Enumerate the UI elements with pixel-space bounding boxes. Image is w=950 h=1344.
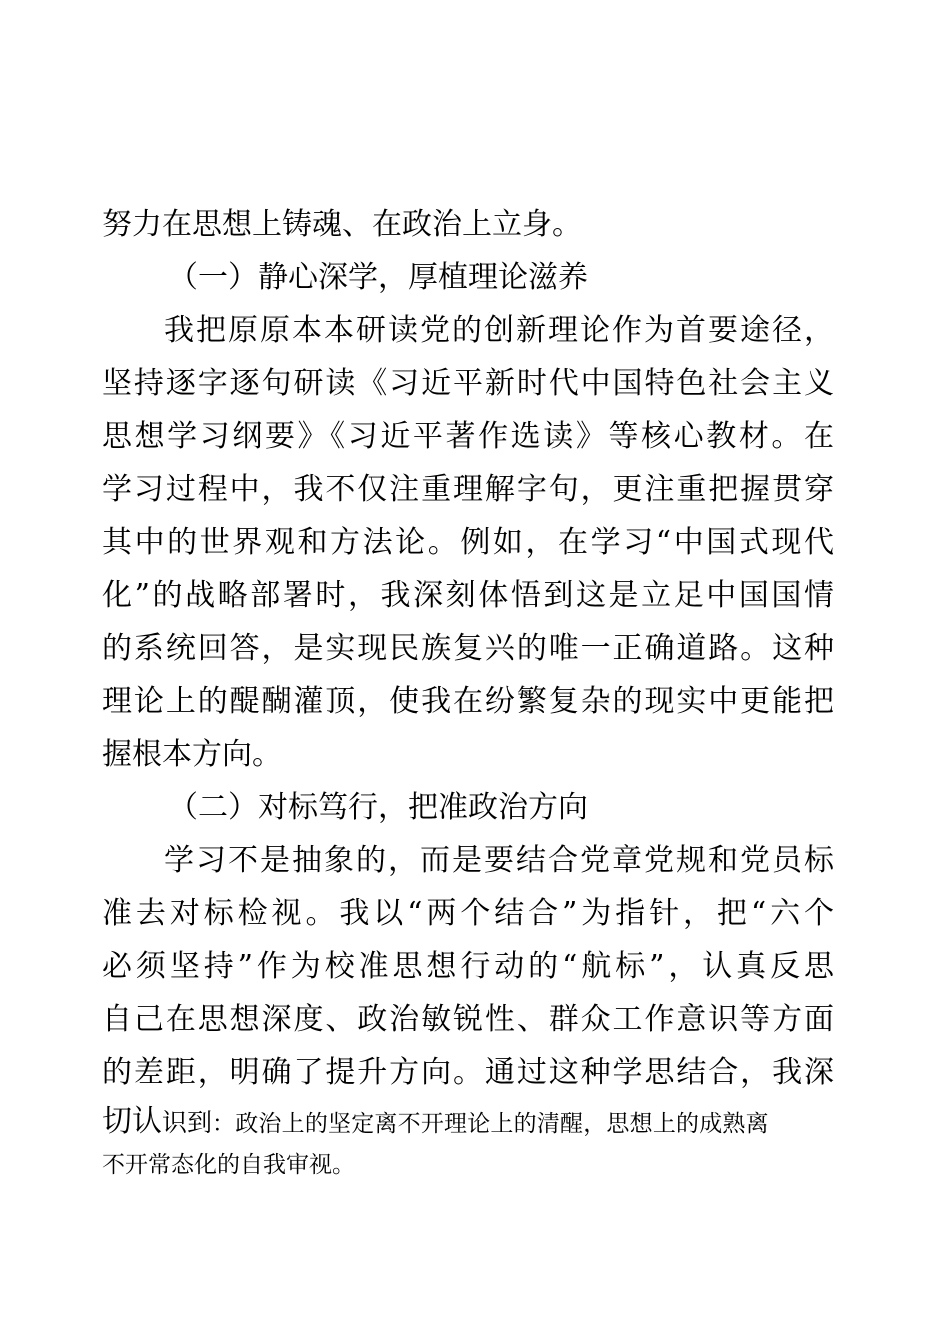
section-1-heading: （一）静心深学，厚植理论滋养	[168, 260, 588, 295]
mixed-line-part-medium: 识到	[162, 1108, 213, 1137]
intro-line: 努力在思想上铸魂、在政治上立身。	[102, 207, 582, 242]
section-2-final-line: 不开常态化的自我审视。	[102, 1152, 355, 1178]
document-body	[102, 198, 834, 1185]
section-1-line: 的系统回答，是实现民族复兴的唯一正确道路。这种	[102, 631, 834, 666]
section-2-line: 必须坚持”作为校准思想行动的“航标”，认真反思	[102, 949, 834, 984]
mixed-line-part-large: 切认	[102, 1104, 162, 1139]
section-1-line: 握根本方向。	[102, 737, 282, 772]
section-2-line: 学习不是抽象的，而是要结合党章党规和党员标	[164, 843, 834, 878]
mixed-line-part-small: ：政治上的坚定离不开理论上的清醒，思想上的成熟离	[212, 1111, 769, 1137]
section-1-line: 思想学习纲要》《习近平著作选读》等核心教材。在	[102, 419, 834, 454]
section-1-line: 坚持逐字逐句研读《习近平新时代中国特色社会主义	[102, 366, 834, 401]
section-1-line: 其中的世界观和方法论。例如，在学习“中国式现代	[102, 525, 834, 560]
section-1-line: 学习过程中，我不仅注重理解字句，更注重把握贯穿	[102, 472, 834, 507]
section-1-line: 理论上的醍醐灌顶，使我在纷繁复杂的现实中更能把	[102, 684, 834, 719]
section-1-line: 我把原原本本研读党的创新理论作为首要途径，	[164, 313, 834, 348]
section-1-line: 化”的战略部署时，我深刻体悟到这是立足中国国情	[102, 578, 834, 613]
section-2-line: 的差距，明确了提升方向。通过这种学思结合，我深	[102, 1055, 834, 1090]
section-2-line: 准去对标检视。我以“两个结合”为指针，把“六个	[102, 896, 834, 931]
section-2-line: 自己在思想深度、政治敏锐性、群众工作意识等方面	[102, 1002, 834, 1037]
section-2-heading: （二）对标笃行，把准政治方向	[168, 790, 588, 825]
section-2-mixed-line	[102, 1099, 834, 1145]
